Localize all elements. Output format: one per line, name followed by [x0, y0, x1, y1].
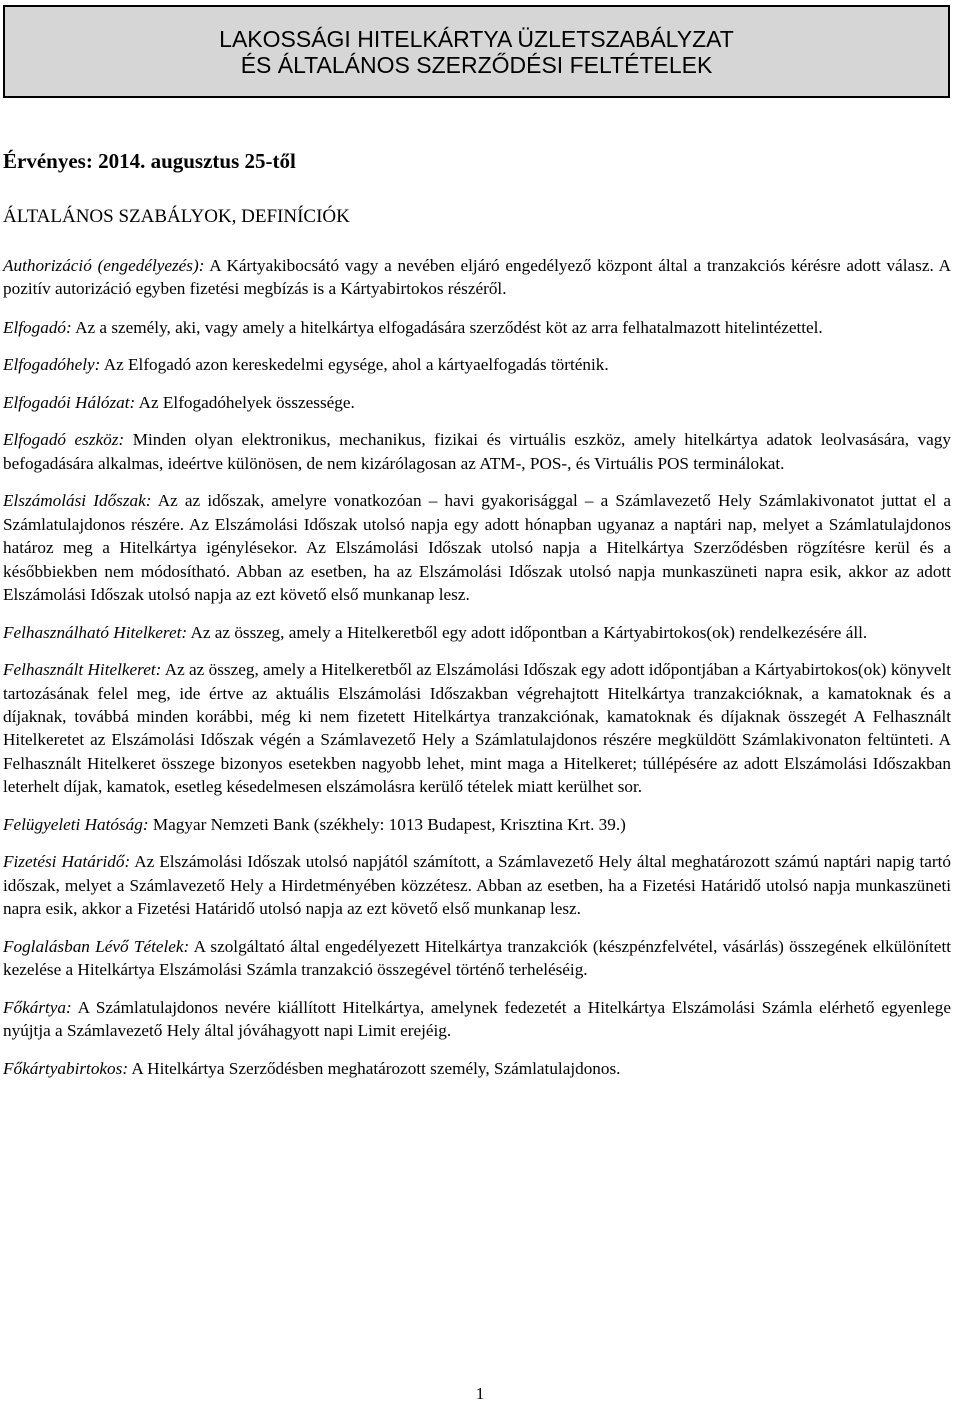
definition-term: Foglalásban Lévő Tételek: [3, 936, 190, 956]
document-title-line-2: ÉS ÁLTALÁNOS SZERZŐDÉSI FELTÉTELEK [240, 51, 713, 78]
definition-text: Az Elfogadó azon kereskedelmi egysége, ahol a kártyaelfogadás történik. [100, 355, 609, 375]
definition-elszamolasi-idoszak [3, 489, 951, 606]
document-title-box [3, 5, 950, 98]
definition-text: Az Elfogadóhelyek összessége. [135, 392, 355, 412]
definition-text: A Kártyakibocsátó vagy a nevében eljáró engedélyező központ által a tranzakciós kérésre adott válasz. A pozitív autorizáció egyben fizetési megbízás is a Kártyabirtokos részéről. [3, 256, 951, 299]
definition-foglalasban-levo-tetelek [3, 935, 951, 982]
validity-date: Érvényes: 2014. augusztus 25-től [3, 149, 296, 173]
definition-text: A Hitelkártya Szerződésben meghatározott személy, Számlatulajdonos. [128, 1058, 621, 1078]
page-number: 1 [475, 1384, 485, 1403]
definition-term: Felhasználható Hitelkeret: [3, 622, 188, 642]
definition-term: Főkártyabirtokos: [3, 1058, 129, 1078]
definition-term: Elfogadói Hálózat: [3, 392, 136, 412]
definition-text: A szolgáltató által engedélyezett Hitelkártya tranzakciók (készpénzfelvétel, vásárlás) összegének elkülönített kezelése a Hitelkártya Elszámolási Számla tranzakció összegével történő terheléséig. [3, 936, 951, 980]
definition-term: Felügyeleti Hatóság: [3, 814, 149, 834]
definition-term: Fizetési Határidő: [3, 852, 131, 872]
definition-authorizacio [3, 254, 951, 301]
definition-text: Az Elszámolási Időszak utolsó napjától számított, a Számlavezető Hely által meghatározott számú naptári napig tartó időszak, melyet a Számlavezető Hely a Hirdetményében közzétesz. Abban az esetben, ha a Fizetési Határidő utolsó napja munkaszüneti napra esik, akkor a Fizetési Határidő utolsó napja az ezt követő első munkanap lesz. [3, 852, 951, 919]
definition-text: Magyar Nemzeti Bank (székhely: 1013 Budapest, Krisztina Krt. 39.) [148, 814, 626, 834]
definition-text: Minden olyan elektronikus, mechanikus, fizikai és virtuális eszköz, amely hitelkártya adatok leolvasására, vagy befogadására alkalmas, ideértve különösen, de nem kizárólagosan az ATM-, POS-, és Virtuális POS terminálokat. [3, 430, 951, 473]
definition-text: Az az időszak, amelyre vonatkozóan – havi gyakorisággal – a Számlavezető Hely Számlakivonatot juttat el a Számlatulajdonos részére. Az Elszámolási Időszak utolsó napja egy adott hónapban ugyanaz a naptári nap, melyet a Számlatulajdonos határoz meg a Hitelkártya igénylésekor. Az Elszámolási Időszak utolsó napja a Hitelkártya Szerződésben rögzítésre kerül és a későbbiekben nem módosítható. Abban az esetben, ha az Elszámolási Időszak utolsó napja munkaszüneti napra esik, akkor az adott Elszámolási Időszak utolsó napja az ezt követő első munkanap lesz. [3, 491, 951, 605]
definition-felhasznalt-hitelkeret [3, 658, 951, 798]
definitions-list [3, 254, 951, 1094]
definition-elfogadoi-halozat [3, 391, 951, 414]
definition-term: Elszámolási Időszak: [3, 491, 152, 511]
definition-text: Az az összeg, amely a Hitelkeretből az Elszámolási Időszak egy adott időpontjában a Kártyabirtokos(ok) könyvelt tartozásának felel meg, ide értve az aktuális Elszámolási Időszakban végrehajtott Hitelkártya tranzakcióknak, a kamatoknak és a díjaknak, továbbá minden korábbi, még ki nem fizetett Hitelkártya tranzakciónak, kamatoknak és díjaknak összegét A Felhasznált Hitelkeretet az Elszámolási Időszak végén a Számlavezető Hely a Számlatulajdonos részére megküldött Számlakivonaton feltünteti. A Felhasznált Hitelkeret összege bizonyos esetekben nagyobb lehet, mint maga a Hitelkeret; túllépésére az adott Elszámolási Időszakban leterhelt díjak, kamatok, esetleg késedelmesen elszámolásra kerülő tételek miatt kerülhet sor. [3, 660, 951, 797]
definition-elfogado-eszkoz [3, 428, 951, 475]
definition-fokartya [3, 996, 951, 1043]
definition-felhasznalhato-hitelkeret [3, 621, 951, 644]
definition-text: Az a személy, aki, vagy amely a hitelkártya elfogadására szerződést köt az arra felhatalmazott hitelintézettel. [71, 317, 823, 337]
definition-elfogado [3, 316, 951, 339]
definition-felugyeleti-hatosag [3, 813, 951, 836]
definition-term: Főkártya: [3, 997, 72, 1017]
definition-text: A Számlatulajdonos nevére kiállított Hitelkártya, amelynek fedezetét a Hitelkártya Elszámolási Számla elérhető egyenlege nyújtja a Számlavezető Hely által jóváhagyott napi Limit erejéig. [3, 997, 951, 1041]
definition-term: Elfogadóhely: [3, 355, 101, 375]
definition-term: Elfogadó eszköz: [3, 430, 125, 450]
definition-term: Felhasznált Hitelkeret: [3, 660, 162, 680]
document-title-line-1: LAKOSSÁGI HITELKÁRTYA ÜZLETSZABÁLYZAT [219, 25, 734, 52]
definition-term: Authorizáció (engedélyezés): [3, 256, 205, 275]
section-heading: ÁLTALÁNOS SZABÁLYOK, DEFINÍCIÓK [3, 206, 350, 227]
definition-fokartyabirtokos [3, 1057, 951, 1080]
definition-elfogadohely [3, 353, 951, 376]
definition-fizetesi-hatarido [3, 850, 951, 920]
definition-text: Az az összeg, amely a Hitelkeretből egy adott időpontban a Kártyabirtokos(ok) rendelkezésére áll. [187, 622, 868, 642]
definition-term: Elfogadó: [3, 317, 72, 337]
